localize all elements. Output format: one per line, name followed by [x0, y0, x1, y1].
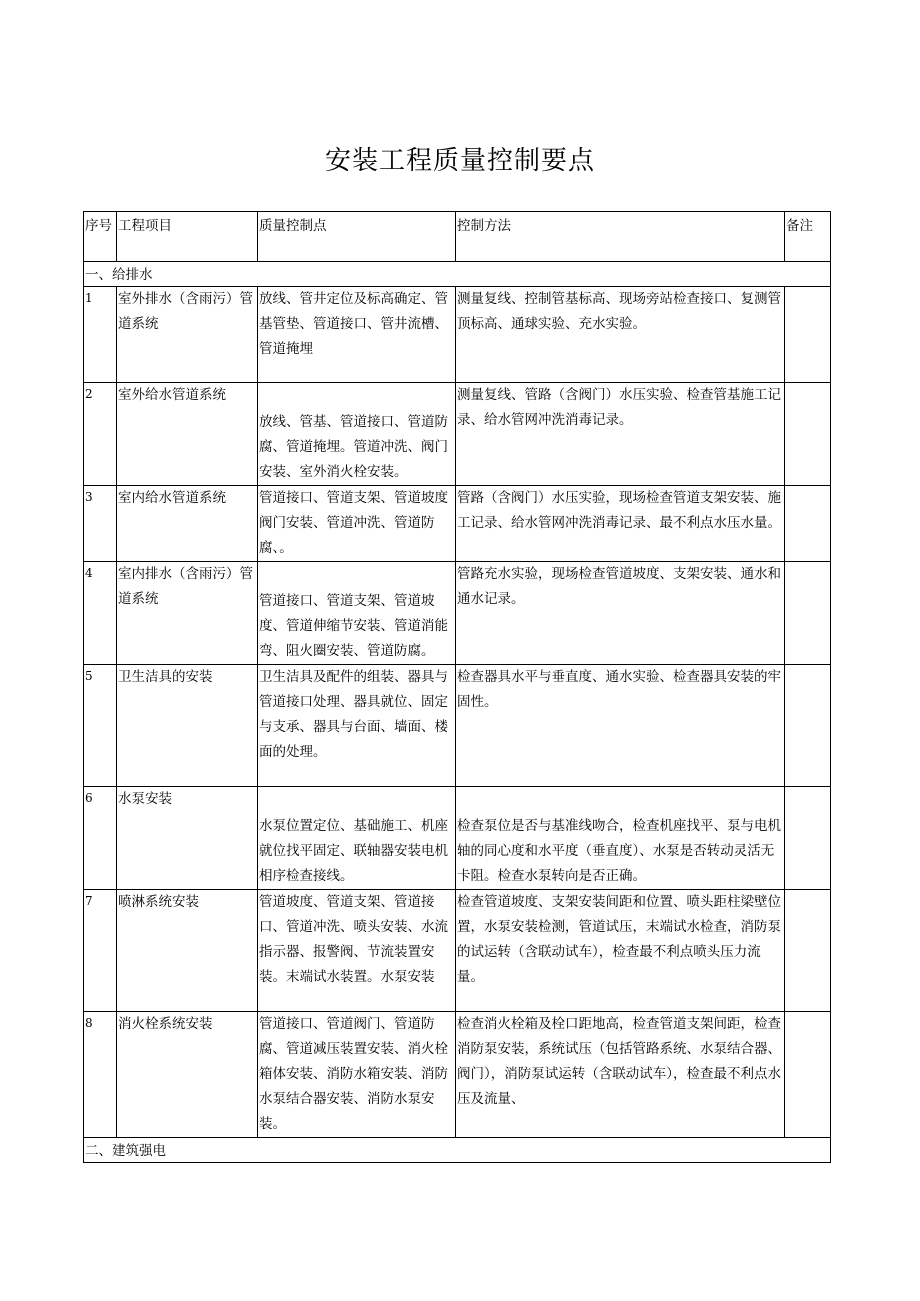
section-label: 二、建筑强电	[84, 1138, 831, 1163]
quality-control-table	[83, 211, 831, 1163]
row-method: 检查器具水平与垂直度、通水实验、检查器具安装的牢固性。	[456, 665, 785, 787]
row-seq: 5	[84, 665, 117, 787]
row-item: 室外排水（含雨污）管道系统	[117, 287, 258, 383]
section-row	[84, 1138, 831, 1163]
row-remark	[785, 787, 831, 890]
row-item: 室外给水管道系统	[117, 383, 258, 486]
page-title: 安装工程质量控制要点	[324, 146, 595, 176]
header-seq: 序号	[84, 212, 117, 262]
row-seq: 7	[84, 890, 117, 1012]
row-seq: 8	[84, 1012, 117, 1138]
row-method: 检查泵位是否与基准线吻合，检查机座找平、泵与电机轴的同心度和水平度（垂直度）、水泵是否转动灵活无卡阻。检查水泵转向是否正确。	[456, 787, 785, 890]
row-method: 检查消火栓箱及栓口距地高，检查管道支架间距，检查消防泵安装，系统试压（包括管路系统、水泵结合器、阀门），消防泵试运转（含联动试车），检查最不利点水压及流量、	[456, 1012, 785, 1138]
table-row	[84, 287, 831, 383]
row-remark	[785, 1012, 831, 1138]
table-row	[84, 890, 831, 1012]
table-row	[84, 486, 831, 562]
row-remark	[785, 562, 831, 665]
row-seq: 1	[84, 287, 117, 383]
header-item: 工程项目	[117, 212, 258, 262]
row-seq: 3	[84, 486, 117, 562]
row-control-point: 管道接口、管道支架、管道坡度、管道伸缩节安装、管道消能弯、阻火圈安装、管道防腐。	[258, 562, 456, 665]
header-row	[84, 212, 831, 262]
header-control-point: 质量控制点	[258, 212, 456, 262]
row-control-point: 管道接口、管道支架、管道坡度阀门安装、管道冲洗、管道防腐、。	[258, 486, 456, 562]
row-item: 喷淋系统安装	[117, 890, 258, 1012]
table-row	[84, 383, 831, 486]
section-row	[84, 262, 831, 287]
row-method: 测量复线、管路（含阀门）水压实验、检查管基施工记录、给水管网冲洗消毒记录。	[456, 383, 785, 486]
row-remark	[785, 890, 831, 1012]
row-seq: 4	[84, 562, 117, 665]
row-control-point: 水泵位置定位、基础施工、机座就位找平固定、联轴器安装电机相序检查接线。	[258, 787, 456, 890]
row-control-point: 放线、管基、管道接口、管道防腐、管道掩埋。管道冲洗、阀门安装、室外消火栓安装。	[258, 383, 456, 486]
row-item: 消火栓系统安装	[117, 1012, 258, 1138]
row-remark	[785, 383, 831, 486]
header-method: 控制方法	[456, 212, 785, 262]
row-item: 水泵安装	[117, 787, 258, 890]
table-row	[84, 562, 831, 665]
row-remark	[785, 665, 831, 787]
row-remark	[785, 486, 831, 562]
row-method: 管路（含阀门）水压实验，现场检查管道支架安装、施工记录、给水管网冲洗消毒记录、最不利点水压水量。	[456, 486, 785, 562]
header-remark: 备注	[785, 212, 831, 262]
row-control-point: 管道坡度、管道支架、管道接口、管道冲洗、喷头安装、水流指示器、报警阀、节流装置安装。末端试水装置。水泵安装	[258, 890, 456, 1012]
row-control-point: 管道接口、管道阀门、管道防腐、管道减压装置安装、消火栓箱体安装、消防水箱安装、消防水泵结合器安装、消防水泵安装。	[258, 1012, 456, 1138]
row-item: 室内给水管道系统	[117, 486, 258, 562]
section-label: 一、给排水	[84, 262, 831, 287]
table-row	[84, 1012, 831, 1138]
row-control-point: 放线、管井定位及标高确定、管基管垫、管道接口、管井流槽、管道掩埋	[258, 287, 456, 383]
row-method: 检查管道坡度、支架安装间距和位置、喷头距柱梁壁位置，水泵安装检测，管道试压，末端试水检查，消防泵的试运转（含联动试车），检查最不利点喷头压力流量。	[456, 890, 785, 1012]
row-method: 管路充水实验，现场检查管道坡度、支架安装、通水和通水记录。	[456, 562, 785, 665]
row-control-point: 卫生洁具及配件的组装、器具与管道接口处理、器具就位、固定与支承、器具与台面、墙面、楼面的处理。	[258, 665, 456, 787]
row-item: 室内排水（含雨污）管道系统	[117, 562, 258, 665]
row-remark	[785, 287, 831, 383]
row-item: 卫生洁具的安装	[117, 665, 258, 787]
table-row	[84, 665, 831, 787]
table-row	[84, 787, 831, 890]
row-method: 测量复线、控制管基标高、现场旁站检查接口、复测管顶标高、通球实验、充水实验。	[456, 287, 785, 383]
row-seq: 2	[84, 383, 117, 486]
row-seq: 6	[84, 787, 117, 890]
